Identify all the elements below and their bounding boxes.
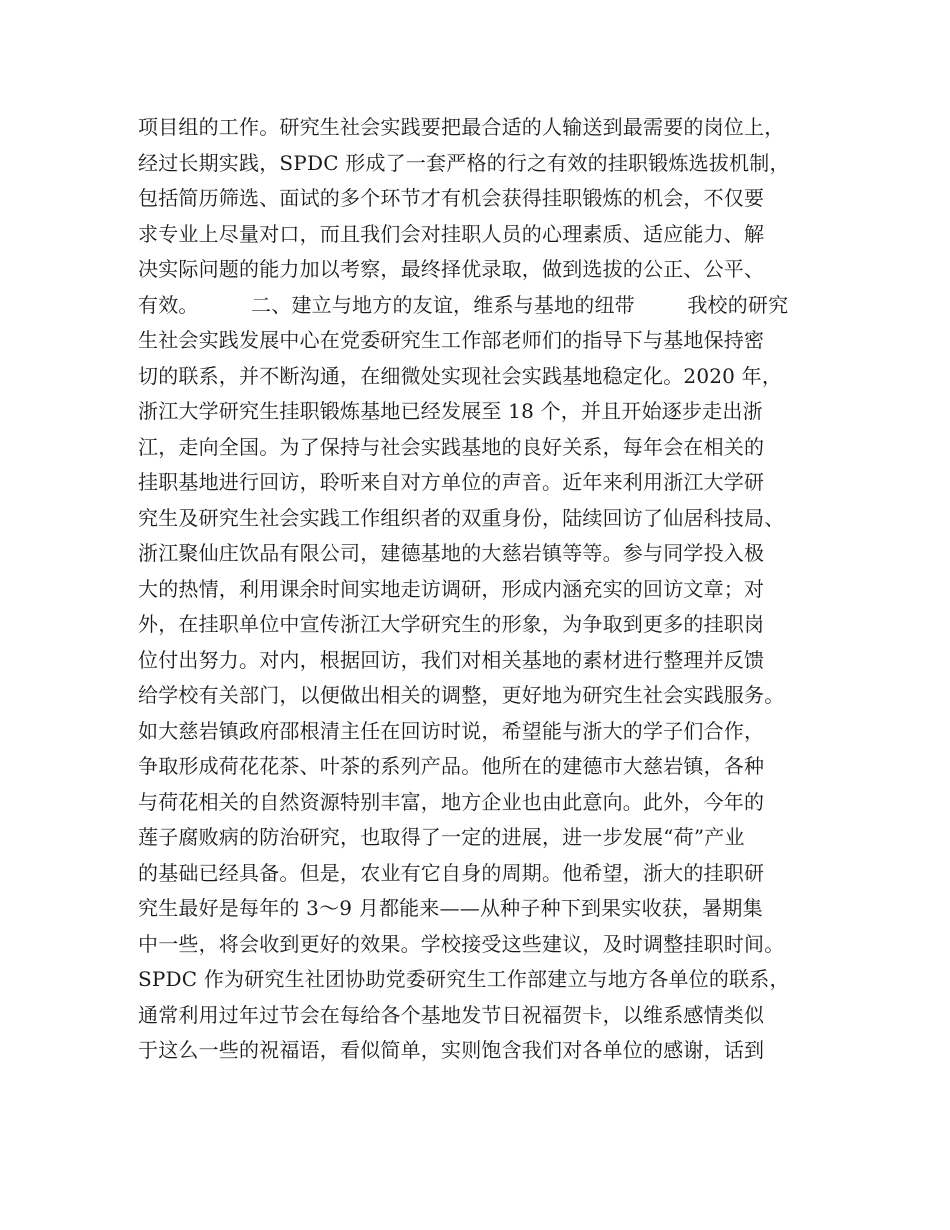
text-line: 与荷花相关的自然资源特别丰富，地方企业也由此意向。此外，今年的 <box>138 789 765 814</box>
text-line: 经过长期实践，SPDC 形成了一套严格的行之有效的挂职锻炼选拔机制， <box>138 150 790 175</box>
text-line: 包括简历筛选、面试的多个环节才有机会获得挂职锻炼的机会，不仅要 <box>138 186 765 210</box>
text-line: 大的热情，利用课余时间实地走访调研，形成内涵充实的回访文章；对 <box>138 576 765 601</box>
text-line: 如大慈岩镇政府邵根清主任在回访时说，希望能与浙大的学子们合作， <box>138 718 765 743</box>
text-line: 外，在挂职单位中宣传浙江大学研究生的形象，为争取到更多的挂职岗 <box>138 612 765 636</box>
text-line: 通常利用过年过节会在每给各个基地发节日祝福贺卡，以维系感情类似 <box>138 1002 765 1027</box>
text-line: 争取形成荷花花茶、叶茶的系列产品。他所在的建德市大慈岩镇，各种 <box>138 754 765 778</box>
text-line: 求专业上尽量对口，而且我们会对挂职人员的心理素质、适应能力、解 <box>138 221 765 246</box>
text-line: 的基础已经具备。但是，农业有它自身的周期。他希望，浙大的挂职研 <box>138 860 765 885</box>
text-line: 江，走向全国。为了保持与社会实践基地的良好关系，每年会在相关的 <box>138 434 765 459</box>
text-line: 究生最好是每年的 3～9 月都能来——从种子种下到果实收获，暑期集 <box>138 896 763 920</box>
text-line: SPDC 作为研究生社团协助党委研究生工作部建立与地方各单位的联系， <box>138 967 790 991</box>
text-line: 决实际问题的能力加以考察，最终择优录取，做到选拔的公正、公平、 <box>138 257 765 281</box>
text-line: 给学校有关部门，以便做出相关的调整，更好地为研究生社会实践服务。 <box>138 683 785 707</box>
text-line: 莲子腐败病的防治研究，也取得了一定的进展，进一步发展“荷”产业 <box>138 825 745 849</box>
text-line: 中一些，将会收到更好的效果。学校接受这些建议，及时调整挂职时间。 <box>138 931 785 956</box>
text-line: 浙江聚仙庄饮品有限公司，建德基地的大慈岩镇等等。参与同学投入极 <box>138 541 765 565</box>
text-line: 于这么一些的祝福语，看似简单，实则饱含我们对各单位的感谢，话到 <box>138 1038 765 1062</box>
text-line: 切的联系，并不断沟通，在细微处实现社会实践基地稳定化。2020 年， <box>138 363 783 388</box>
text-line: 有效。 二、建立与地方的友谊，维系与基地的纽带 我校的研究 <box>138 292 789 317</box>
text-line: 挂职基地进行回访，聆听来自对方单位的声音。近年来利用浙江大学研 <box>138 470 765 494</box>
text-line: 位付出努力。对内，根据回访，我们对相关基地的素材进行整理并反馈 <box>138 647 765 672</box>
text-line: 项目组的工作。研究生社会实践要把最合适的人输送到最需要的岗位上， <box>138 115 785 139</box>
text-line: 浙江大学研究生挂职锻炼基地已经发展至 18 个，并且开始逐步走出浙 <box>138 399 763 423</box>
text-line: 生社会实践发展中心在党委研究生工作部老师们的指导下与基地保持密 <box>138 328 765 352</box>
body-text <box>138 110 828 1069</box>
text-line: 究生及研究生社会实践工作组织者的双重身份，陆续回访了仙居科技局、 <box>138 505 785 530</box>
